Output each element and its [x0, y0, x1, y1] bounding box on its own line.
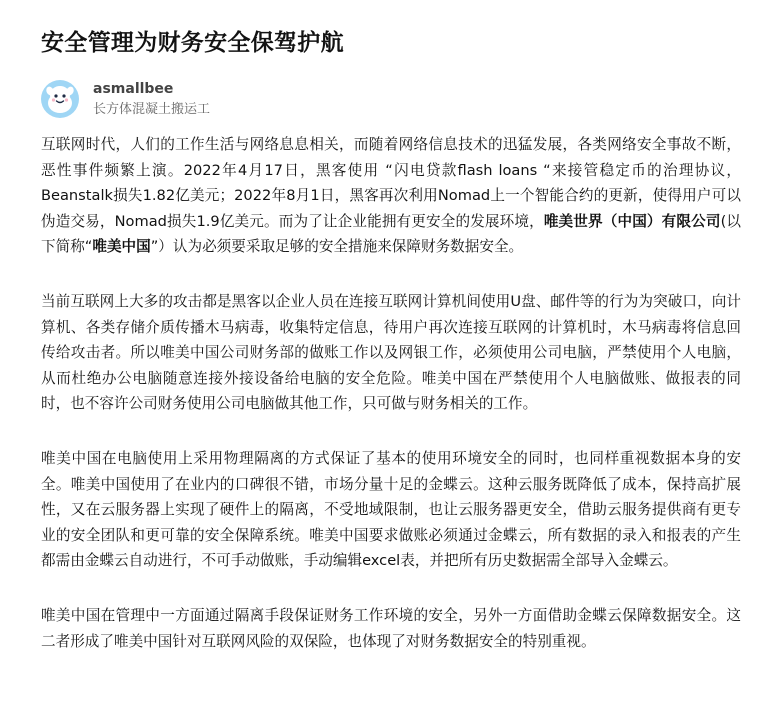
cartoon-bee-avatar-icon — [41, 80, 79, 118]
paragraph-text: (以下简称“ — [41, 212, 741, 256]
article-body — [41, 132, 741, 654]
author-meta — [93, 80, 210, 119]
paragraph-text: 互联网时代，人们的工作生活与网络息息相关，而随着网络信息技术的迅猛发展，各类网络安全事故不断，恶性事件频繁上演。2022年4月17日，黑客使用 “闪电贷款flash loans “来接管稳定币的治理协议，Beanstalk损失1.82亿美元；2022年8月1日，黑客再次利用Nomad上一个智能合约的更新，使得用户可以伪造交易，Nomad损失1.9亿美元。而为了让企业能拥有更安全的发展环境， — [41, 136, 741, 230]
author-info — [41, 79, 210, 119]
paragraph — [41, 132, 741, 260]
paragraph-text: 当前互联网上大多的攻击都是黑客以企业人员在连接互联网计算机间使用U盘、邮件等的行为为突破口，向计算机、各类存储介质传播木马病毒，收集特定信息，待用户再次连接互联网的计算机时，木马病毒将信息回传给攻击者。所以唯美中国公司财务部的做账工作以及网银工作，必须使用公司电脑，严禁使用个人电脑，从而杜绝办公电脑随意连接外接设备给电脑的安全危险。唯美中国在严禁使用个人电脑做账、做报表的同时，也不容许公司财务使用公司电脑做其他工作，只可做与财务相关的工作。 — [41, 292, 741, 413]
article-title: 安全管理为财务安全保驾护航 — [41, 30, 344, 56]
author-name[interactable]: asmallbee — [93, 80, 174, 97]
paragraph — [41, 603, 741, 654]
company-full-name: 唯美世界（中国）有限公司 — [543, 212, 721, 230]
author-headline: 长方体混凝土搬运工 — [93, 101, 211, 117]
paragraph — [41, 289, 741, 417]
company-short-name: 唯美中国 — [92, 238, 151, 256]
author-avatar[interactable] — [41, 80, 79, 118]
paragraph — [41, 446, 741, 574]
paragraph-text: 唯美中国在电脑使用上采用物理隔离的方式保证了基本的使用环境安全的同时，也同样重视数据本身的安全。唯美中国使用了在业内的口碑很不错，市场分量十足的金蝶云。这种云服务既降低了成本，保持高扩展性，又在云服务器上实现了硬件上的隔离，不受地域限制，也让云服务器更安全，借助云服务提供商有更专业的安全团队和更可靠的安全保障系统。唯美中国要求做账必须通过金蝶云，所有数据的录入和报表的产生都需由金蝶云自动进行，不可手动做账，手动编辑excel表，并把所有历史数据需全部导入金蝶云。 — [41, 449, 741, 570]
paragraph-text: 唯美中国在管理中一方面通过隔离手段保证财务工作环境的安全，另外一方面借助金蝶云保障数据安全。这二者形成了唯美中国针对互联网风险的双保险，也体现了对财务数据安全的特别重视。 — [41, 606, 741, 650]
paragraph-text: ”）认为必须要采取足够的安全措施来保障财务数据安全。 — [150, 238, 524, 256]
